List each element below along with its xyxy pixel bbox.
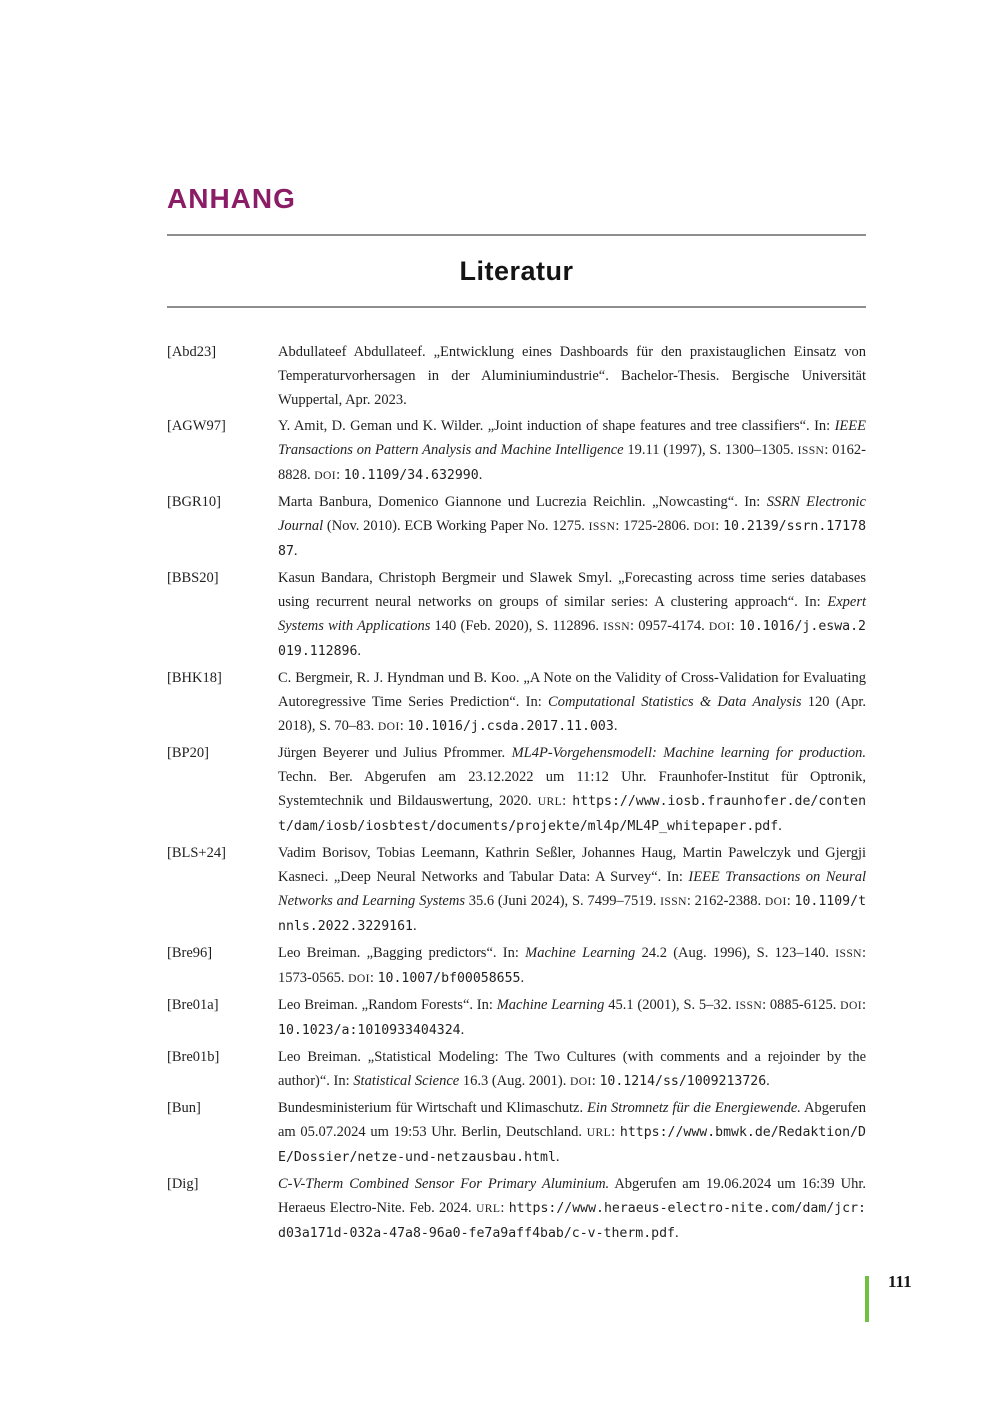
ref-text-segment: Marta Banbura, Domenico Giannone und Lucrezia Reichlin. „Nowcasting“. In:	[278, 494, 767, 510]
ref-text-segment: Techn. Ber. Abgerufen am 23.12.2022 um 11:12 Uhr. Fraunhofer-Institut für Optronik, Systemtechnik und Bildauswertung, 2020.	[278, 769, 866, 809]
reference-entry	[167, 1172, 866, 1246]
ref-text-segment: :	[369, 970, 378, 986]
reference-entry	[167, 340, 866, 412]
ref-text-segment: :	[786, 893, 795, 909]
ref-text-segment: Vadim Borisov, Tobias Leemann, Kathrin Seßler, Johannes Haug, Martin Pawelczyk und Gjergji Kasneci. „Deep Neural Networks and Tabular Data: A Survey“. In:	[278, 845, 866, 885]
citation-key: [AGW97]	[167, 418, 226, 434]
ref-text-segment: Bundesministerium für Wirtschaft und Klimaschutz.	[278, 1100, 588, 1116]
reference-entry	[167, 414, 866, 488]
ref-text-segment: .	[412, 918, 417, 934]
doi-link[interactable]: 10.2139/ssrn.1717887	[278, 519, 867, 559]
ref-text-segment: 35.6 (Juni 2024), S. 7499–7519.	[464, 893, 661, 909]
ref-text-segment: IEEE Transactions on Pattern Analysis and Machine Intelligence	[278, 418, 866, 458]
ref-text-segment: :	[611, 1124, 620, 1140]
ref-text-segment: .	[613, 718, 618, 734]
ref-text-segment: : 0162-8828.	[278, 442, 866, 483]
reference-entry	[167, 666, 866, 739]
doi-link[interactable]: 10.1016/j.csda.2017.11.003	[407, 719, 614, 734]
ref-text-segment: ML4P-Vorgehensmodell: Machine learning for production.	[511, 745, 866, 761]
ref-text-segment: DOI	[764, 895, 787, 908]
reference-entry	[167, 841, 866, 939]
ref-text-segment: ISSN	[603, 620, 630, 633]
ref-text-segment: :	[562, 793, 573, 809]
reference-text	[278, 993, 866, 1043]
ref-text-segment: : 1573-0565.	[278, 945, 866, 986]
ref-text-segment: : 0885-6125.	[762, 997, 841, 1013]
ref-text-segment: .	[520, 970, 525, 986]
reference-entry	[167, 1045, 866, 1094]
url-link[interactable]: https://www.bmwk.de/Redaktion/DE/Dossier/netze-und-netzausbau.html	[278, 1125, 867, 1165]
ref-text-segment: DOI	[840, 999, 862, 1012]
ref-text-segment: C. Bergmeir, R. J. Hyndman und B. Koo. „A Note on the Validity of Cross-Validation for Evaluating Autoregressive Time Series Prediction“. In:	[278, 670, 866, 710]
ref-text-segment: DOI	[377, 720, 400, 733]
appendix-heading: ANHANG	[167, 183, 296, 214]
doi-link[interactable]: 10.1007/bf00058655	[377, 971, 521, 986]
ref-text-segment: .	[674, 1225, 679, 1241]
doi-link[interactable]: 10.1023/a:1010933404324	[278, 1023, 461, 1038]
ref-text-segment: Machine Learning	[525, 945, 636, 961]
ref-text-segment: Statistical Science	[353, 1073, 460, 1089]
ref-text-segment: Leo Breiman. „Random Forests“. In:	[278, 997, 497, 1013]
ref-text-segment: .	[766, 1073, 770, 1089]
ref-text-segment: .	[478, 467, 483, 483]
ref-text-segment: : 1725-2806.	[615, 518, 694, 534]
citation-key: [Dig]	[167, 1176, 199, 1192]
reference-entry	[167, 993, 866, 1043]
reference-text	[278, 941, 866, 991]
ref-text-segment: ISSN	[588, 520, 616, 533]
reference-text	[278, 741, 866, 839]
ref-text-segment: ISSN	[660, 895, 687, 908]
doi-link[interactable]: 10.1109/tnnls.2022.3229161	[278, 894, 867, 934]
reference-text	[278, 841, 866, 939]
ref-text-segment: :	[500, 1200, 509, 1216]
ref-text-segment: 16.3 (Aug. 2001).	[459, 1073, 570, 1089]
reference-text	[278, 1096, 866, 1170]
citation-key: [BGR10]	[167, 494, 221, 510]
reference-entry	[167, 566, 866, 664]
doi-link[interactable]: 10.1214/ss/1009213726	[599, 1074, 767, 1089]
ref-text-segment: :	[399, 718, 408, 734]
ref-text-segment: : 2162-2388.	[686, 893, 765, 909]
doi-link[interactable]: 10.1109/34.632990	[343, 468, 479, 483]
ref-text-segment: URL	[586, 1126, 612, 1139]
ref-text-segment: 19.11 (1997), S. 1300–1305.	[623, 442, 798, 458]
ref-text-segment: DOI	[348, 972, 370, 985]
ref-text-segment: ISSN	[797, 444, 825, 457]
ref-text-segment: : 0957-4174.	[630, 618, 709, 634]
reference-text	[278, 490, 866, 564]
ref-text-segment: (Nov. 2010). ECB Working Paper No. 1275.	[323, 518, 589, 534]
ref-text-segment: 120 (Apr. 2018), S. 70–83.	[278, 694, 867, 734]
citation-key: [BLS+24]	[167, 845, 226, 861]
ref-text-segment: Machine Learning	[496, 997, 605, 1013]
ref-text-segment: 45.1 (2001), S. 5–32.	[604, 997, 736, 1013]
ref-text-segment: ISSN	[735, 999, 763, 1012]
reference-entry	[167, 1096, 866, 1170]
citation-key: [BBS20]	[167, 570, 219, 586]
doi-link[interactable]: 10.1016/j.eswa.2019.112896	[278, 619, 867, 659]
ref-text-segment: Y. Amit, D. Geman und K. Wilder. „Joint induction of shape features and tree classifiers“. In:	[278, 418, 835, 434]
reference-text	[278, 566, 866, 664]
ref-text-segment: .	[357, 643, 362, 659]
ref-text-segment: IEEE Transactions on Neural Networks and Learning Systems	[278, 869, 866, 909]
divider-line-top	[167, 234, 866, 236]
ref-text-segment: DOI	[693, 520, 716, 533]
reference-text	[278, 414, 866, 488]
ref-text-segment: C-V-Therm Combined Sensor For Primary Aluminium.	[278, 1176, 610, 1192]
url-link[interactable]: https://www.iosb.fraunhofer.de/content/dam/iosb/iosbtest/documents/projekte/ml4p/ML4P_whitepaper.pdf	[278, 794, 867, 834]
ref-text-segment: SSRN Electronic Journal	[278, 494, 866, 534]
ref-text-segment: .	[778, 818, 782, 834]
ref-text-segment: Leo Breiman. „Statistical Modeling: The Two Cultures (with comments and a rejoinder by the author)“. In:	[278, 1049, 866, 1089]
ref-text-segment: DOI	[569, 1075, 592, 1088]
ref-text-segment: DOI	[314, 469, 337, 482]
reference-text	[278, 1045, 866, 1094]
ref-text-segment: ISSN	[835, 947, 862, 960]
citation-key: [Bre96]	[167, 945, 213, 961]
ref-text-segment: 140 (Feb. 2020), S. 112896.	[430, 618, 604, 634]
ref-text-segment: DOI	[708, 620, 731, 633]
reference-list	[167, 340, 866, 1248]
citation-key: [Bre01b]	[167, 1049, 220, 1065]
ref-text-segment: .	[555, 1149, 560, 1165]
ref-text-segment: URL	[537, 795, 563, 808]
citation-key: [Abd23]	[167, 344, 217, 360]
ref-text-segment: Abgerufen am 19.06.2024 um 16:39 Uhr. Heraeus Electro-Nite. Feb. 2024.	[278, 1176, 866, 1216]
ref-text-segment: Abdullateef Abdullateef. „Entwicklung eines Dashboards für den praxistauglichen Einsatz von Temperaturvorhersagen in der Aluminiumindustrie“. Bachelor-Thesis. Bergische Universität Wuppertal, Apr. 2023.	[278, 344, 866, 408]
ref-text-segment: Expert Systems with Applications	[278, 594, 866, 634]
reference-entry	[167, 490, 866, 564]
chapter-heading: Literatur	[459, 256, 574, 286]
ref-text-segment: 24.2 (Aug. 1996), S. 123–140.	[635, 945, 836, 961]
reference-entry	[167, 741, 866, 839]
divider-line-bottom	[167, 306, 866, 308]
ref-text-segment: :	[730, 618, 739, 634]
ref-text-segment: .	[460, 1022, 465, 1038]
reference-entry	[167, 941, 866, 991]
reference-text	[278, 1172, 866, 1246]
citation-key: [BP20]	[167, 745, 209, 761]
ref-text-segment: :	[591, 1073, 600, 1089]
page-number: 111	[888, 1272, 912, 1291]
ref-text-segment: :	[861, 997, 867, 1013]
page-accent-bar	[865, 1276, 869, 1322]
ref-text-segment: Kasun Bandara, Christoph Bergmeir und Slawek Smyl. „Forecasting across time series databases using recurrent neural networks on groups of similar series: A clustering approach“. In:	[278, 570, 866, 610]
ref-text-segment: :	[715, 518, 724, 534]
url-link[interactable]: https://www.heraeus-electro-nite.com/dam/jcr:d03a171d-032a-47a8-96a0-fe7a9aff4bab/c-v-therm.pdf	[278, 1201, 866, 1241]
ref-text-segment: URL	[475, 1202, 501, 1215]
ref-text-segment: Jürgen Beyerer und Julius Pfrommer.	[278, 745, 512, 761]
citation-key: [Bre01a]	[167, 997, 219, 1013]
ref-text-segment: Leo Breiman. „Bagging predictors“. In:	[278, 945, 526, 961]
ref-text-segment: .	[293, 543, 298, 559]
ref-text-segment: Ein Stromnetz für die Energiewende.	[587, 1100, 801, 1116]
reference-text	[278, 666, 866, 739]
citation-key: [BHK18]	[167, 670, 222, 686]
reference-text	[278, 340, 866, 412]
ref-text-segment: Abgerufen am 05.07.2024 um 19:53 Uhr. Berlin, Deutschland.	[278, 1100, 867, 1140]
citation-key: [Bun]	[167, 1100, 201, 1116]
ref-text-segment: Computational Statistics & Data Analysis	[548, 694, 802, 710]
ref-text-segment: :	[336, 467, 344, 483]
